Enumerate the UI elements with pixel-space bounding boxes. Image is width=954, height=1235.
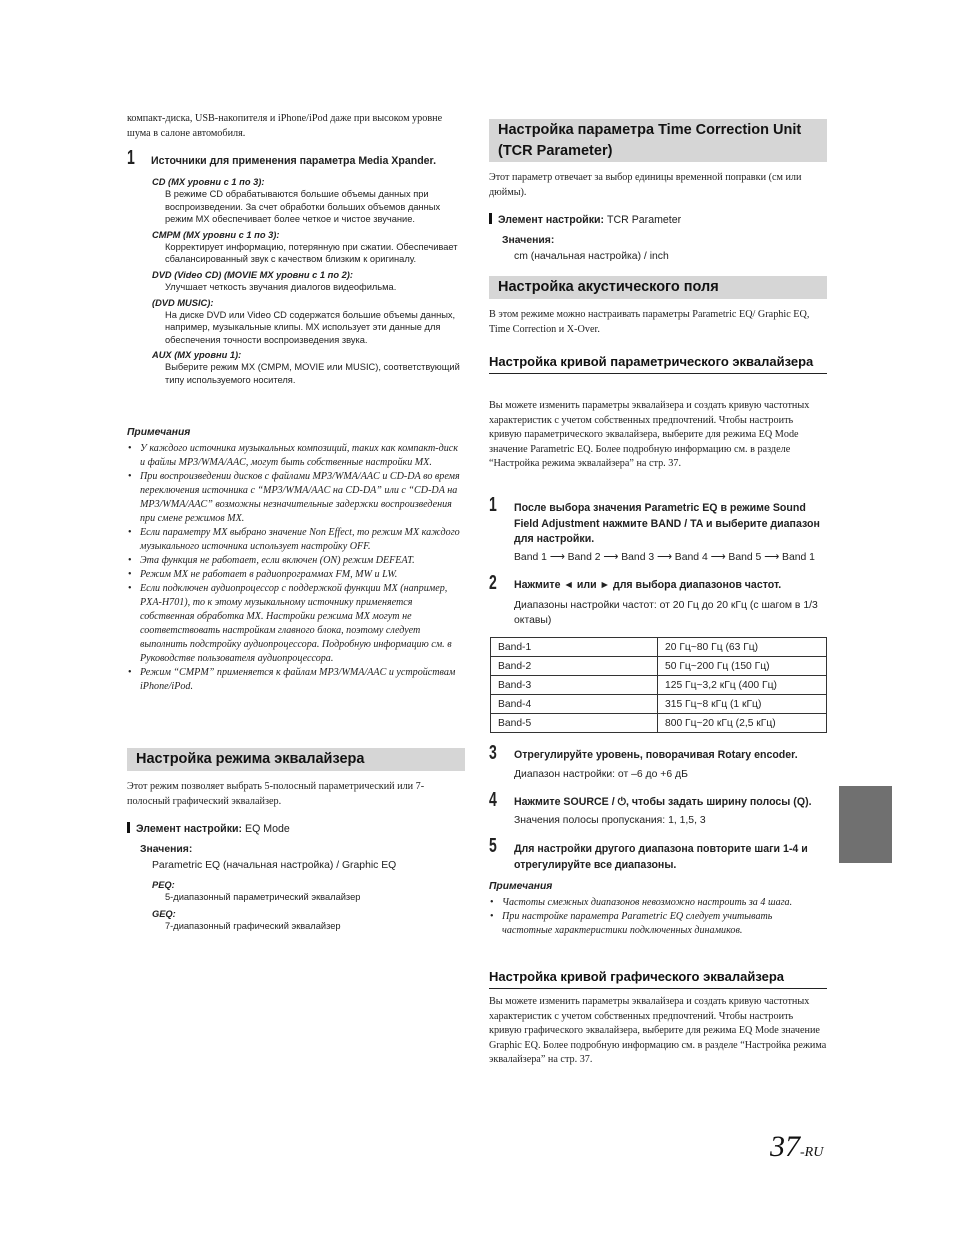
setting-item-label: Элемент настройки: bbox=[498, 214, 605, 226]
values-label: Значения: bbox=[140, 844, 193, 855]
table-row bbox=[491, 638, 827, 657]
notes-list bbox=[489, 896, 807, 938]
page-number-value: 37 bbox=[770, 1130, 800, 1163]
band-cell: Band-5 bbox=[491, 714, 658, 733]
peq-label: PEQ: bbox=[152, 880, 175, 890]
step-number: 1 bbox=[489, 494, 497, 516]
range-cell: 50 Гц~200 Гц (150 Гц) bbox=[658, 657, 827, 676]
note-item: • Эта функция не работает, если включен (ON) режим DEFEAT. bbox=[127, 554, 465, 568]
step-number: 2 bbox=[489, 572, 497, 594]
tcr-intro: Этот параметр отвечает за выбор единицы временной поправки (см или дюймы). bbox=[489, 172, 802, 198]
step-number: 3 bbox=[489, 742, 497, 764]
tcr-heading: Настройка параметра Time Correction Unit (TCR Parameter) bbox=[489, 119, 827, 162]
note-item: • При настройке параметра Parametric EQ следует учитывать частотные характеристики подключенных динамиков. bbox=[489, 910, 807, 938]
eq-mode-intro: Этот режим позволяет выбрать 5-полосный параметрический или 7-полосный графический эквалайзер. bbox=[127, 781, 425, 807]
source-label: CMPM (MX уровни с 1 по 3): bbox=[152, 229, 280, 240]
section-tab bbox=[839, 786, 892, 863]
bands-table bbox=[490, 637, 827, 733]
table-row bbox=[491, 657, 827, 676]
step-detail: Диапазоны настройки частот: от 20 Гц до 20 кГц (с шагом в 1/3 октавы) bbox=[514, 600, 818, 626]
geq-label: GEQ: bbox=[152, 909, 176, 919]
source-item bbox=[152, 176, 465, 226]
step-title: Источники для применения параметра Media Xpander. bbox=[151, 155, 437, 167]
step-detail: Band 1 ⟶ Band 2 ⟶ Band 3 ⟶ Band 4 ⟶ Band 5 ⟶ Band 1 bbox=[514, 552, 815, 563]
peq-curve-heading: Настройка кривой параметрического эквалайзера bbox=[489, 352, 827, 374]
geq-curve-heading: Настройка кривой графического эквалайзера bbox=[489, 967, 827, 989]
band-cell: Band-4 bbox=[491, 695, 658, 714]
table-row bbox=[491, 676, 827, 695]
setting-item-value: TCR Parameter bbox=[607, 214, 682, 226]
step-title: Нажмите ◄ или ► для выбора диапазонов частот. bbox=[514, 579, 782, 591]
geq-curve-intro: Вы можете изменить параметры эквалайзера и создать кривую частотных характеристик с учетом собственных предпочтений. Чтобы настроить кривую графического эквалайзера, выберите для режима EQ Mode значение Graphic EQ. Более подробную информацию см. в разделе “Настройка режима эквалайзера” на стр. 37. bbox=[489, 996, 827, 1066]
source-description: Выберите режим MX (CMPM, MOVIE или MUSIC), соответствующий типу используемого носителя. bbox=[165, 362, 460, 385]
step-number: 5 bbox=[489, 835, 497, 857]
note-item: • Если подключен аудиопроцессор с поддержкой функции MX (например, PXA-H701), то к этому музыкальному источнику применяется собственная обработка MX. Настройки режима MX могут не соответствовать настройкам главного блока, поэтому следует выполнить подстройку аудиопроцессора. Подробную информацию см. в Руководстве пользователя аудиопроцессора. bbox=[127, 582, 465, 666]
tcr-setting-item bbox=[489, 213, 827, 228]
eq-mode-heading: Настройка режима эквалайзера bbox=[127, 748, 465, 771]
source-item bbox=[152, 269, 465, 294]
eq-setting-item bbox=[127, 822, 465, 837]
source-item bbox=[152, 349, 465, 386]
sound-field-intro: В этом режиме можно настраивать параметры Parametric EQ/ Graphic EQ, Time Correction и X-Over. bbox=[489, 309, 810, 335]
note-item: • Режим “CMPM” применяется к файлам MP3/WMA/AAC и устройствам iPhone/iPod. bbox=[127, 666, 465, 694]
source-description: На диске DVD или Video CD содержатся большие объемы данных, например, музыкальные клипы. MX использует эти данные для обеспечения точности воспроизведения звука. bbox=[165, 309, 456, 345]
geq-description: 7-диапазонный графический эквалайзер bbox=[165, 921, 341, 931]
step-title: После выбора значения Parametric EQ в режиме Sound Field Adjustment нажмите BAND / TA и выберите диапазон для настройки. bbox=[514, 502, 820, 545]
intro-paragraph: компакт-диска, USB-накопителя и iPhone/iPod даже при высоком уровне шума в салоне автомобиля. bbox=[127, 113, 443, 139]
step-title: Для настройки другого диапазона повторите шаги 1-4 и отрегулируйте все диапазоны. bbox=[514, 843, 808, 871]
step-number: 1 bbox=[127, 147, 135, 169]
source-list bbox=[152, 176, 465, 387]
page-number bbox=[770, 1130, 823, 1164]
source-label: CD (MX уровни с 1 по 3): bbox=[152, 177, 265, 187]
tcr-values: cm (начальная настройка) / inch bbox=[514, 251, 669, 262]
peq-description: 5-диапазонный параметрический эквалайзер bbox=[165, 892, 361, 902]
source-label: DVD (Video CD) (MOVIE MX уровни с 1 по 2): bbox=[152, 269, 353, 280]
setting-item-value: EQ Mode bbox=[245, 823, 290, 835]
source-label: (DVD MUSIC): bbox=[152, 297, 214, 308]
notes-list bbox=[127, 442, 465, 694]
note-item: • У каждого источника музыкальных композиций, таких как компакт-диск и файлы MP3/WMA/AAC, могут быть собственные настройки MX. bbox=[127, 442, 465, 470]
sound-field-heading: Настройка акустического поля bbox=[489, 276, 827, 299]
range-cell: 20 Гц~80 Гц (63 Гц) bbox=[658, 638, 827, 657]
step-title: Нажмите SOURCE / ⏻, чтобы задать ширину полосы (Q). bbox=[514, 796, 812, 808]
item-marker bbox=[489, 213, 492, 224]
band-cell: Band-2 bbox=[491, 657, 658, 676]
range-cell: 125 Гц~3,2 кГц (400 Гц) bbox=[658, 676, 827, 695]
band-cell: Band-3 bbox=[491, 676, 658, 695]
peq-curve-intro: Вы можете изменить параметры эквалайзера и создать кривую частотных характеристик с учетом собственных предпочтений. Чтобы настроить кривую параметрического эквалайзера, выберите для режима EQ Mode значение Parametric EQ. Более подробную информацию см. в разделе “Настройка режима эквалайзера” на стр. 37. bbox=[489, 400, 810, 470]
note-item: • Режим MX не работает в радиопрограммах FM, MW и LW. bbox=[127, 568, 465, 582]
values-label: Значения: bbox=[502, 235, 555, 246]
setting-item-label: Элемент настройки: bbox=[136, 823, 243, 835]
source-item bbox=[152, 229, 465, 266]
step-detail: Значения полосы пропускания: 1, 1,5, 3 bbox=[514, 815, 706, 826]
range-cell: 315 Гц~8 кГц (1 кГц) bbox=[658, 695, 827, 714]
step-number: 4 bbox=[489, 789, 497, 811]
item-marker bbox=[127, 822, 130, 833]
note-item: • Частоты смежных диапазонов невозможно настроить за 4 шага. bbox=[489, 896, 807, 910]
note-item: • Если параметру MX выбрано значение Non Effect, то режим MX каждого музыкального источника использует настройку OFF. bbox=[127, 526, 465, 554]
range-cell: 800 Гц~20 кГц (2,5 кГц) bbox=[658, 714, 827, 733]
band-cell: Band-1 bbox=[491, 638, 658, 657]
source-description: Корректирует информацию, потерянную при сжатии. Обеспечивает сбалансированный звук с качеством близким к оригиналу. bbox=[165, 241, 458, 265]
eq-mode-values: Parametric EQ (начальная настройка) / Graphic EQ bbox=[152, 860, 397, 871]
table-row bbox=[491, 695, 827, 714]
notes-title: Примечания bbox=[489, 881, 553, 892]
note-item: • При воспроизведении дисков с файлами MP3/WMA/AAC и CD-DA во время переключения источника с “MP3/WMA/AAC на CD-DA” или с “CD-DA на MP3/WMA/AAC” возможны незначительные задержки воспроизведения при смене режимов MX. bbox=[127, 470, 465, 526]
source-description: Улучшает четкость звучания диалогов видеофильма. bbox=[165, 281, 397, 292]
table-row bbox=[491, 714, 827, 733]
source-label: AUX (MX уровни 1): bbox=[152, 350, 242, 361]
notes-title: Примечания bbox=[127, 427, 191, 438]
page-number-suffix: -RU bbox=[800, 1145, 824, 1160]
source-description: В режиме CD обрабатываются большие объемы данных при воспроизведении. За счет обработки больших объемов данных режим MX обеспечивает более четкое и чистое звучание. bbox=[165, 189, 441, 225]
step-detail: Диапазон настройки: от –6 до +6 дБ bbox=[514, 769, 688, 780]
step-title: Отрегулируйте уровень, поворачивая Rotary encoder. bbox=[514, 749, 798, 761]
source-item bbox=[152, 297, 465, 347]
